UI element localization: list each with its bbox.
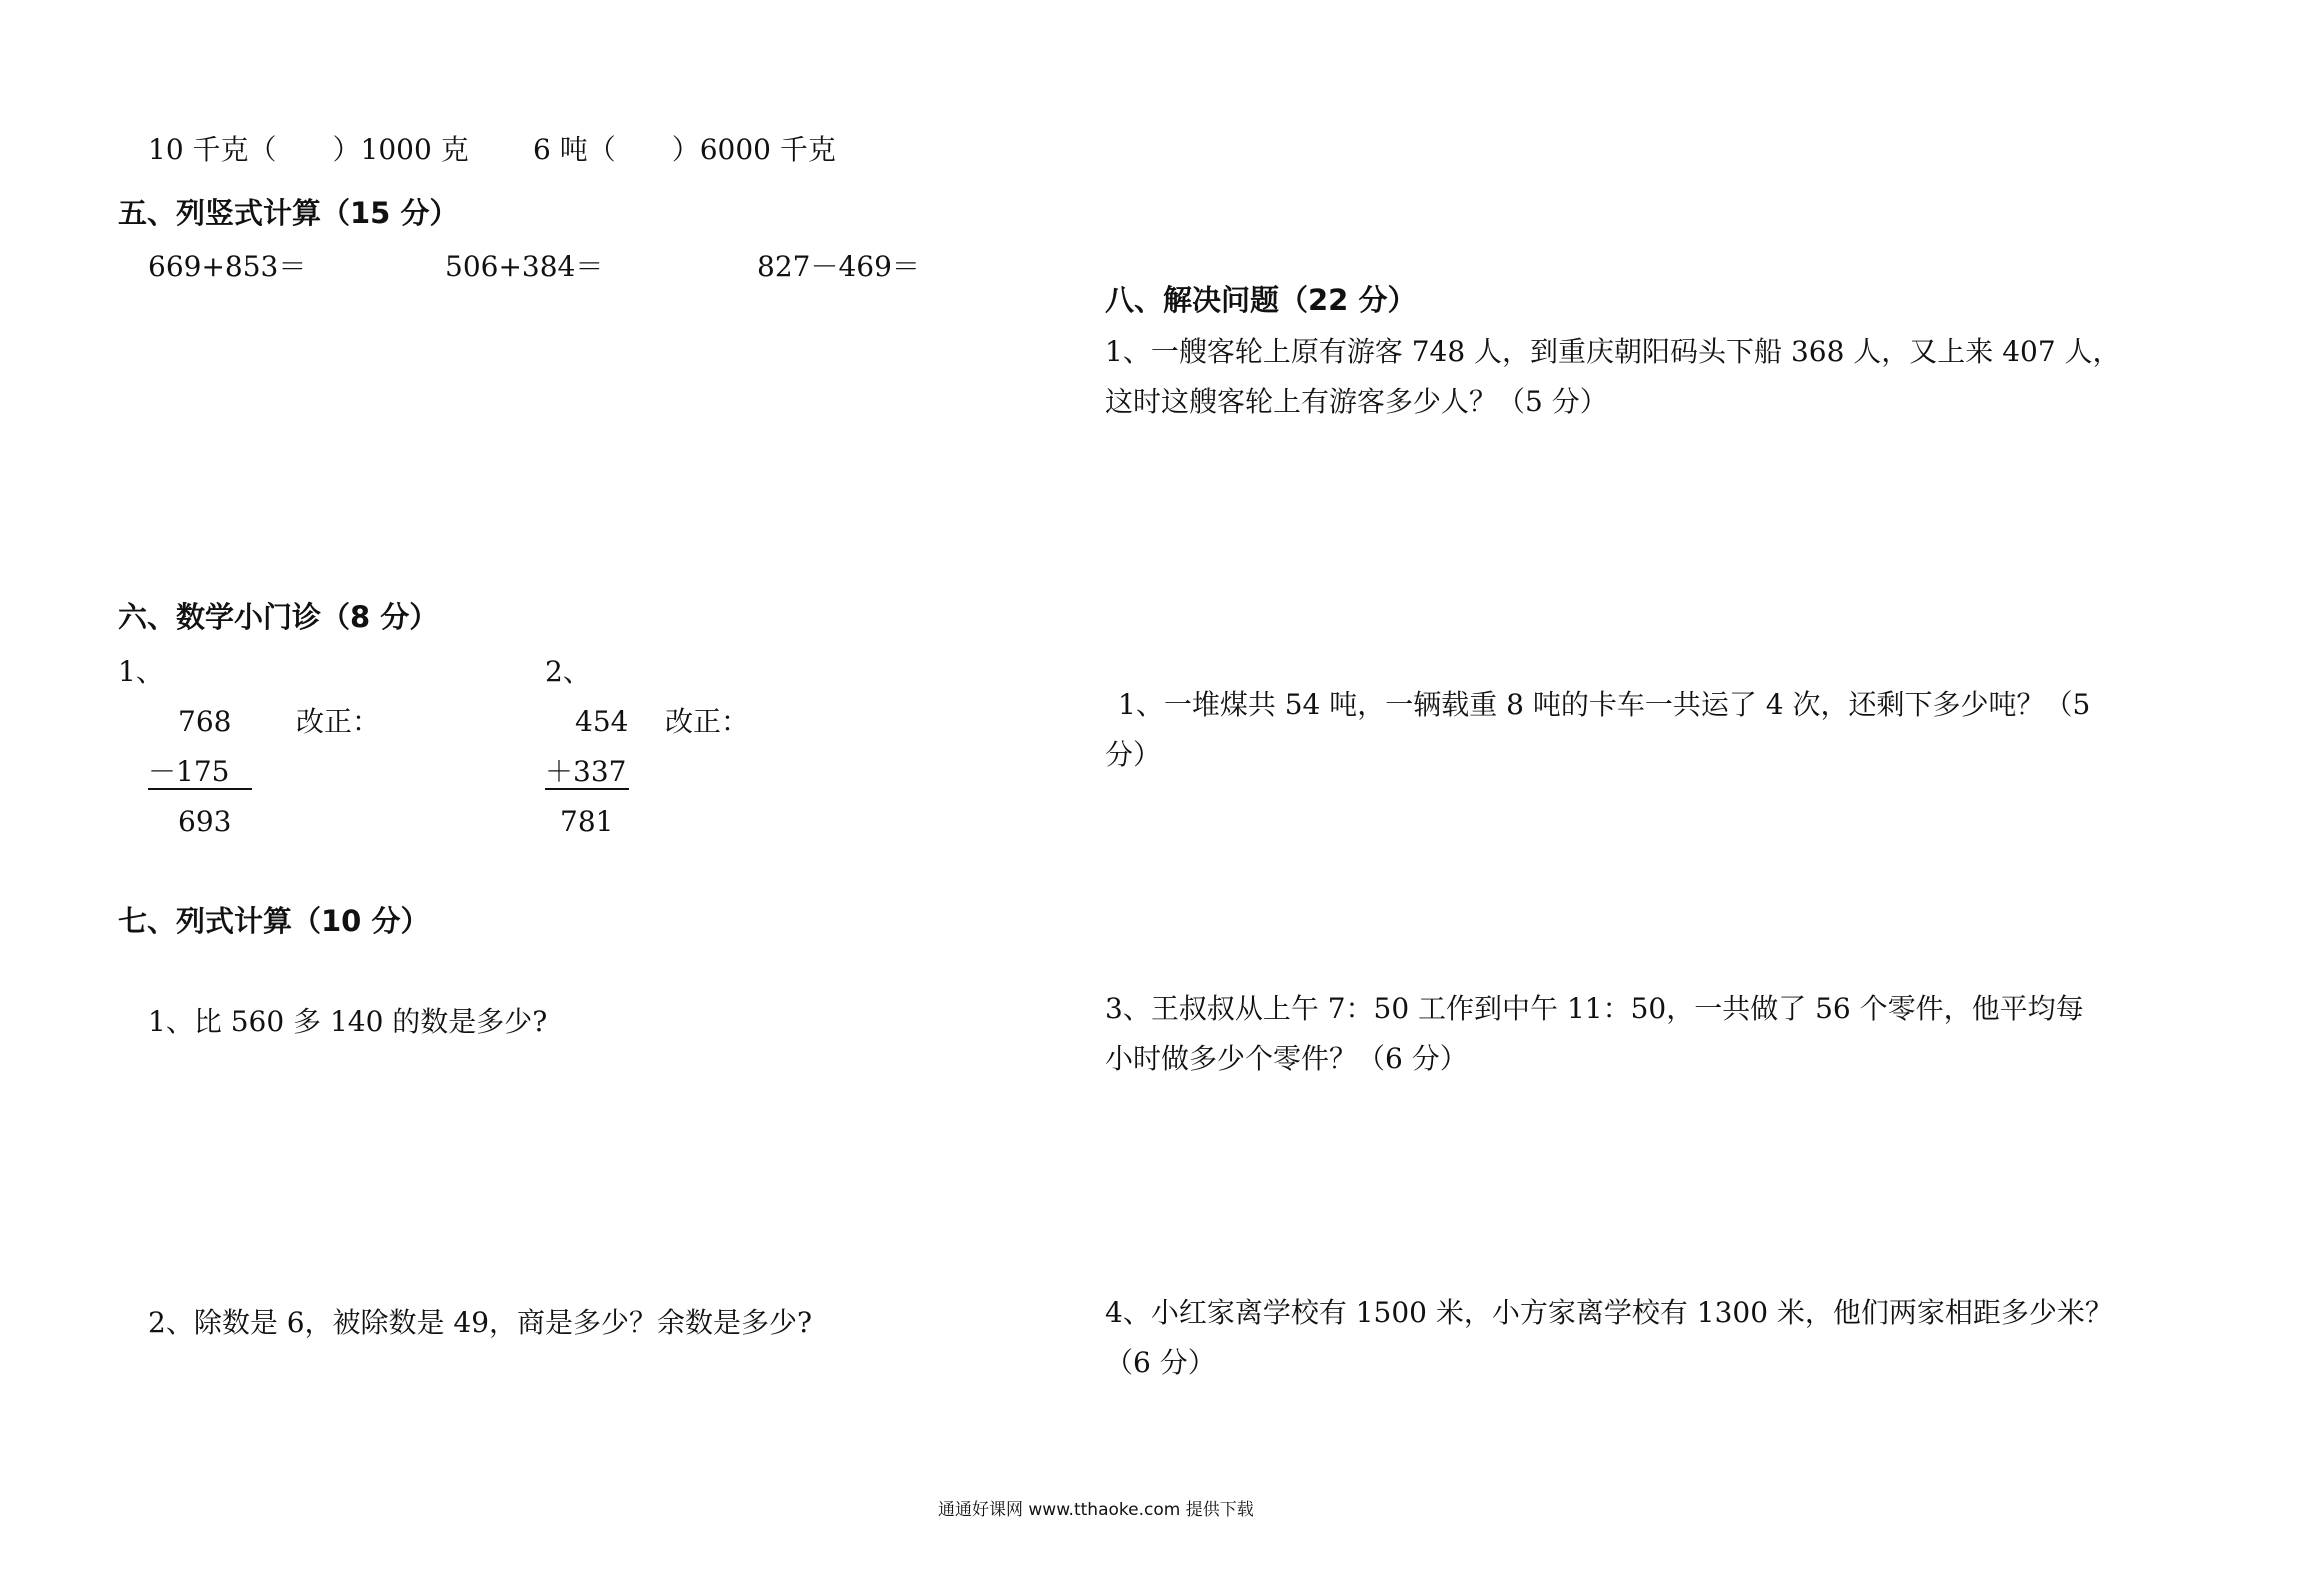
expression-question-2: 2、除数是 6，被除数是 49，商是多少？余数是多少? [148, 1306, 813, 1339]
word-problem-4-line-2: （6 分） [1105, 1346, 1216, 1379]
vertical-calc-1: 669+853＝ [148, 250, 307, 283]
compare-t-kg: 6 吨（ ）6000 千克 [533, 133, 836, 166]
error-problem-2-top: 454 [575, 705, 629, 738]
section-6-title: 六、数学小门诊（8 分） [118, 600, 439, 634]
compare-kg-g: 10 千克（ ）1000 克 [148, 133, 469, 166]
error-problem-2-fix-label: 改正： [665, 705, 750, 738]
word-problem-1-line-1: 1、一艘客轮上原有游客 748 人，到重庆朝阳码头下船 368 人，又上来 407 人， [1105, 335, 2121, 368]
word-problem-3-line-2: 小时做多少个零件？（6 分） [1105, 1042, 1468, 1075]
error-problem-2-rule [545, 788, 629, 790]
word-problem-2-line-1: 1、一堆煤共 54 吨，一辆载重 8 吨的卡车一共运了 4 次，还剩下多少吨？（5 [1118, 688, 2091, 721]
word-problem-3-line-1: 3、王叔叔从上午 7：50 工作到中午 11：50，一共做了 56 个零件，他平均每 [1105, 992, 2084, 1025]
expression-question-1: 1、比 560 多 140 的数是多少? [148, 1005, 548, 1038]
vertical-calc-3: 827－469＝ [757, 250, 920, 283]
footer-source: 通通好课网 www.tthaoke.com 提供下载 [938, 1500, 1254, 1520]
vertical-calc-2: 506+384＝ [445, 250, 604, 283]
word-problem-2-line-2: 分） [1105, 738, 1162, 771]
error-problem-1-operand: －175 [148, 755, 230, 788]
section-7-title: 七、列式计算（10 分） [118, 904, 430, 938]
word-problem-1-line-2: 这时这艘客轮上有游客多少人？（5 分） [1105, 385, 1608, 418]
error-problem-1-result: 693 [178, 805, 232, 838]
error-problem-2-operand: ＋337 [545, 755, 627, 788]
error-problem-1-fix-label: 改正： [296, 705, 381, 738]
word-problem-4-line-1: 4、小红家离学校有 1500 米，小方家离学校有 1300 米，他们两家相距多少米？ [1105, 1296, 2113, 1329]
error-problem-2-result: 781 [560, 805, 614, 838]
error-problem-1-rule [148, 788, 252, 790]
error-problem-2-label: 2、 [545, 655, 591, 688]
section-8-title: 八、解决问题（22 分） [1105, 283, 1417, 317]
error-problem-1-top: 768 [178, 705, 232, 738]
section-5-title: 五、列竖式计算（15 分） [118, 196, 459, 230]
error-problem-1-label: 1、 [118, 655, 164, 688]
